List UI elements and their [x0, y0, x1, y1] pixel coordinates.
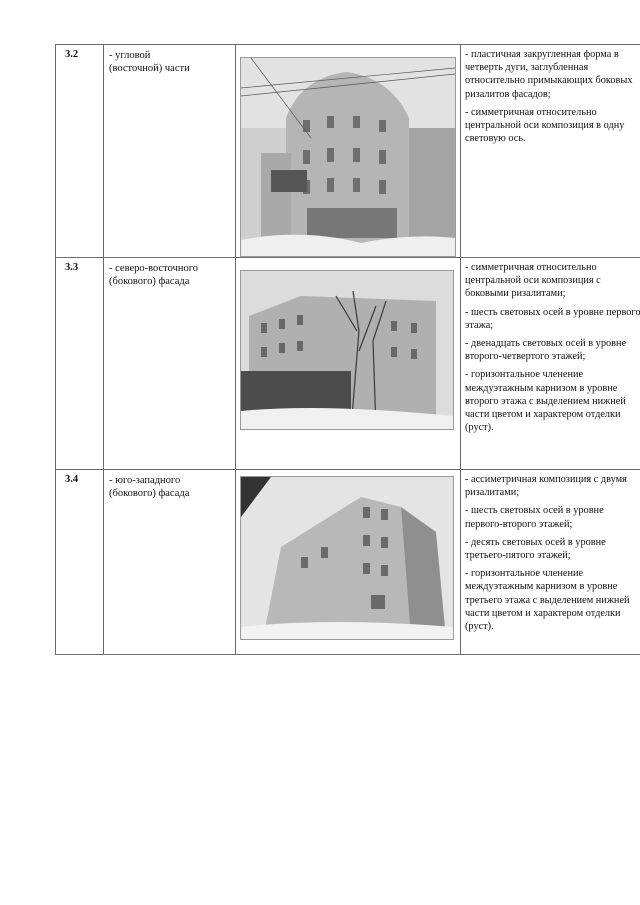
- facade-part-line: (бокового) фасада: [109, 488, 190, 499]
- description-item: - десять световых осей в уровне третьего-пятого этажей;: [465, 536, 606, 562]
- row-number: 3.4: [56, 470, 104, 655]
- description-item: - шесть световых осей в уровне первого этажа;: [465, 306, 640, 331]
- facade-part-cell: [104, 470, 236, 655]
- table-row: [56, 258, 640, 470]
- building-southwest-facade-photo: [240, 476, 454, 640]
- facade-part-line: - северо-восточного: [109, 263, 199, 274]
- description-item: - ассиметричная композиция с двумя ризалитами;: [465, 474, 627, 499]
- description-item: - пластичная закругленная форма в четверть дуги, заглубленная относительно примыкающих боковых ризалитов фасадов;: [465, 49, 633, 100]
- description-cell: [461, 258, 640, 470]
- facade-part-line: - юго-западного: [109, 475, 181, 486]
- photo-cell: [236, 45, 461, 258]
- document-table: [55, 44, 640, 655]
- facade-part-cell: [104, 45, 236, 258]
- row-number: 3.3: [56, 258, 104, 470]
- description-item: - горизонтальное членение междуэтажным карнизом в уровне второго этажа с выделением нижней части цветом и характером отделки (руст).: [465, 369, 626, 434]
- facade-part-line: - угловой: [109, 50, 151, 61]
- description-cell: [461, 45, 640, 258]
- building-corner-photo: [240, 57, 456, 257]
- photo-cell: [236, 258, 461, 470]
- description-item: - шесть световых осей в уровне первого-второго этажей;: [465, 505, 604, 530]
- description-item: - симметричная относительно центральной оси композиция с боковыми ризалитами;: [465, 262, 601, 300]
- photo-cell: [236, 470, 461, 655]
- description-item: - симметричная относительно центральной оси композиция в одну световую ось.: [465, 106, 625, 145]
- facade-part-line: (бокового) фасада: [109, 276, 190, 287]
- building-northeast-facade-photo: [240, 270, 454, 430]
- table-row: [56, 45, 640, 258]
- table-row: [56, 470, 640, 655]
- facade-part-line: (восточной) части: [109, 63, 190, 74]
- description-cell: [461, 470, 640, 655]
- description-item: - двенадцать световых осей в уровне второго-четвертого этажей;: [465, 338, 627, 363]
- row-number: 3.2: [56, 45, 104, 258]
- description-item: - горизонтальное членение междуэтажным карнизом в уровне третьего этажа с выделением нижней части цветом и характером отделки (руст).: [465, 568, 630, 633]
- facade-part-cell: [104, 258, 236, 470]
